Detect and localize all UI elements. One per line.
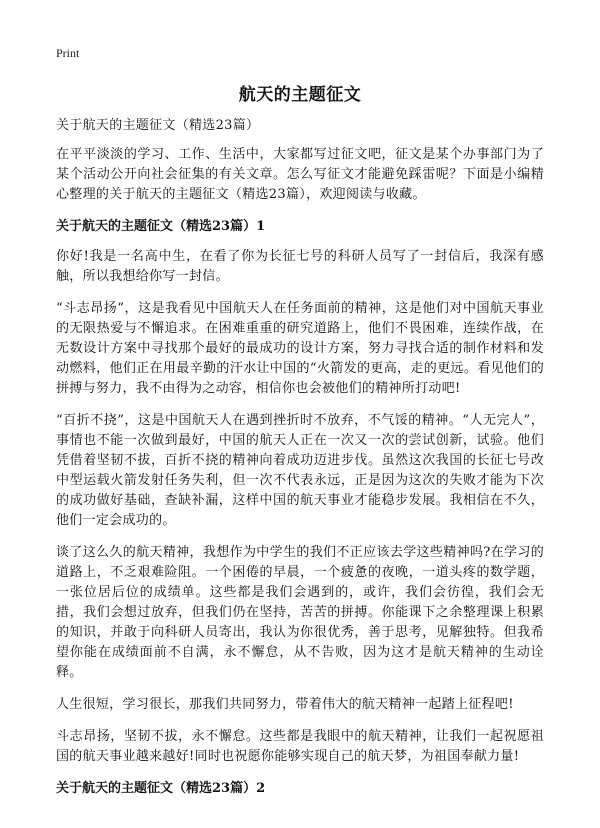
section-1-paragraph: 谈了这么久的航天精神，我想作为中学生的我们不正应该去学这些精神吗?在学习的道路上，不乏艰难险阻。一个困倦的早晨，一个疲惫的夜晚，一道头疼的数学题，一张位居后位的成绩单。这些都是我们会遇到的，或许，我们会彷徨，我们会无措，我们会想过放弃，但我们仍在坚持，苦苦的拼搏。你能课下之余整理课上积累的知识，并敢于向科研人员寄出，我认为你很优秀，善于思考，见解独特。但我希望你能在成绩面前不自满，永不懈怠，从不告败，因为这才是航天精神的生动诠释。	[56, 545, 544, 680]
intro-paragraph: 在平平淡淡的学习、工作、生活中，大家都写过征文吧，征文是某个办事部门为了某个活动公开向社会征集的有关文章。怎么写征文才能避免踩雷呢？下面是小编精心整理的关于航天的主题征文（精选23篇），欢迎阅读与收藏。	[56, 147, 544, 202]
article-body	[56, 116, 544, 809]
section-1-paragraph: “斗志昂扬”，这是我看见中国航天人在任务面前的精神，这是他们对中国航天事业的无限热爱与不懈追求。在困难重重的研究道路上，他们不畏困难，连续作战，在无数设计方案中寻找那个最好的最成功的设计方案，努力寻找合适的制作材料和发动燃料，他们正在用最辛勤的汗水让中国的“火箭发的更高，走的更远。看见他们的拼搏与努力，我不由得为之动容，相信你也会被他们的精神所打动吧!	[56, 301, 544, 396]
section-heading-2: 关于航天的主题征文（精选23篇）2	[56, 781, 266, 796]
section-1-paragraph: 你好!我是一名高中生，在看了你为长征七号的科研人员写了一封信后，我深有感触，所以我想给你写一封信。	[56, 249, 544, 284]
article-subtitle: 关于航天的主题征文（精选23篇）	[56, 118, 260, 133]
section-1-paragraph: 斗志昂扬，坚韧不拔，永不懈怠。这些都是我眼中的航天精神，让我们一起祝愿祖国的航天事业越来越好!同时也祝愿你能够实现自己的航天梦，为祖国奉献力量!	[56, 729, 544, 764]
section-heading-1: 关于航天的主题征文（精选23篇）1	[56, 219, 266, 234]
section-1-paragraph: 人生很短，学习很长，那我们共同努力，带着伟大的航天精神一起踏上征程吧!	[56, 697, 514, 712]
print-link[interactable]: Print	[56, 46, 80, 60]
section-1-paragraph: “百折不挠”，这是中国航天人在遇到挫折时不放弃，不气馁的精神。“人无完人”，事情也不能一次做到最好，中国的航天人正在一次又一次的尝试创新，试验。他们凭借着坚韧不拔，百折不挠的精神向着成功迈进步伐。虽然这次我国的长征七号改中型运载火箭发射任务失利，但一次不代表永远，正是因为这次的失败才能为下次的成功做好基础，查缺补漏，这样中国的航天事业才能稳步发展。我相信在不久，他们一定会成功的。	[56, 413, 544, 528]
page-title: 航天的主题征文	[238, 85, 362, 105]
